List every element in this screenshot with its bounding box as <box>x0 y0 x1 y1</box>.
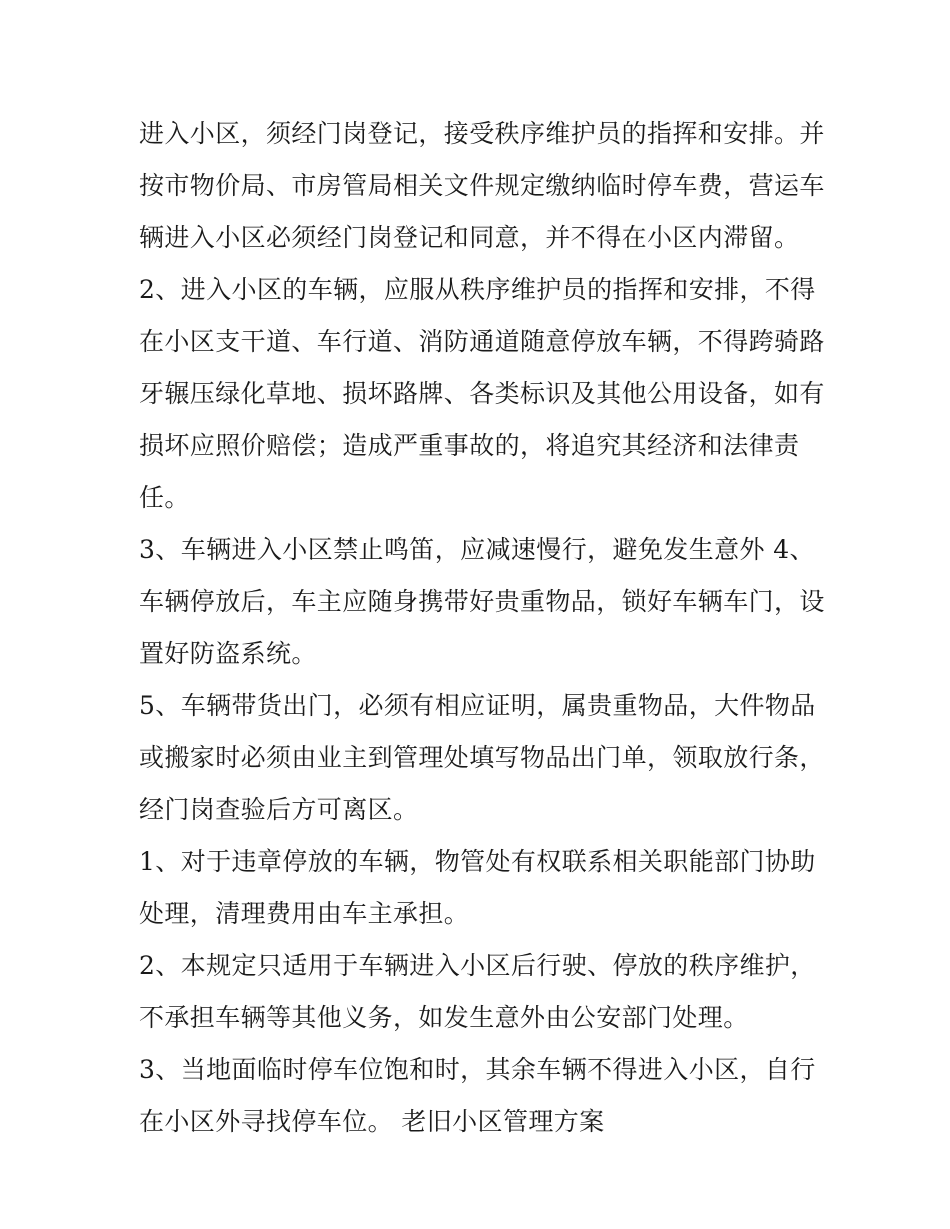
text-line: 任。 <box>139 483 190 512</box>
text-line: 车辆停放后，车主应随身携带好贵重物品，锁好车辆车门，设 <box>139 587 825 616</box>
text-line: 3、当地面临时停车位饱和时，其余车辆不得进入小区，自行 <box>139 1055 816 1084</box>
text-line: 辆进入小区必须经门岗登记和同意，并不得在小区内滞留。 <box>139 223 800 252</box>
text-line: 在小区外寻找停车位。 老旧小区管理方案 <box>139 1107 605 1136</box>
text-line: 进入小区，须经门岗登记，接受秩序维护员的指挥和安排。并 <box>139 119 825 148</box>
text-line: 5、车辆带货出门，必须有相应证明，属贵重物品，大件物品 <box>139 691 816 720</box>
text-line: 不承担车辆等其他义务，如发生意外由公安部门处理。 <box>139 1003 749 1032</box>
text-line: 按市物价局、市房管局相关文件规定缴纳临时停车费，营运车 <box>139 171 825 200</box>
text-line: 3、车辆进入小区禁止鸣笛，应减速慢行，避免发生意外 4、 <box>139 535 815 564</box>
document-body <box>139 108 825 1148</box>
text-line: 处理，清理费用由车主承担。 <box>139 899 470 928</box>
text-line: 在小区支干道、车行道、消防通道随意停放车辆，不得跨骑路 <box>139 327 825 356</box>
text-line: 2、本规定只适用于车辆进入小区后行驶、停放的秩序维护， <box>139 951 816 980</box>
text-line: 损坏应照价赔偿；造成严重事故的，将追究其经济和法律责 <box>139 431 800 460</box>
text-line: 经门岗查验后方可离区。 <box>139 795 419 824</box>
text-line: 2、进入小区的车辆，应服从秩序维护员的指挥和安排，不得 <box>139 275 816 304</box>
text-line: 1、对于违章停放的车辆，物管处有权联系相关职能部门协助 <box>139 847 816 876</box>
text-line: 牙辗压绿化草地、损坏路牌、各类标识及其他公用设备，如有 <box>139 379 825 408</box>
text-line: 或搬家时必须由业主到管理处填写物品出门单，领取放行条， <box>139 743 825 772</box>
text-line: 置好防盗系统。 <box>139 639 317 668</box>
